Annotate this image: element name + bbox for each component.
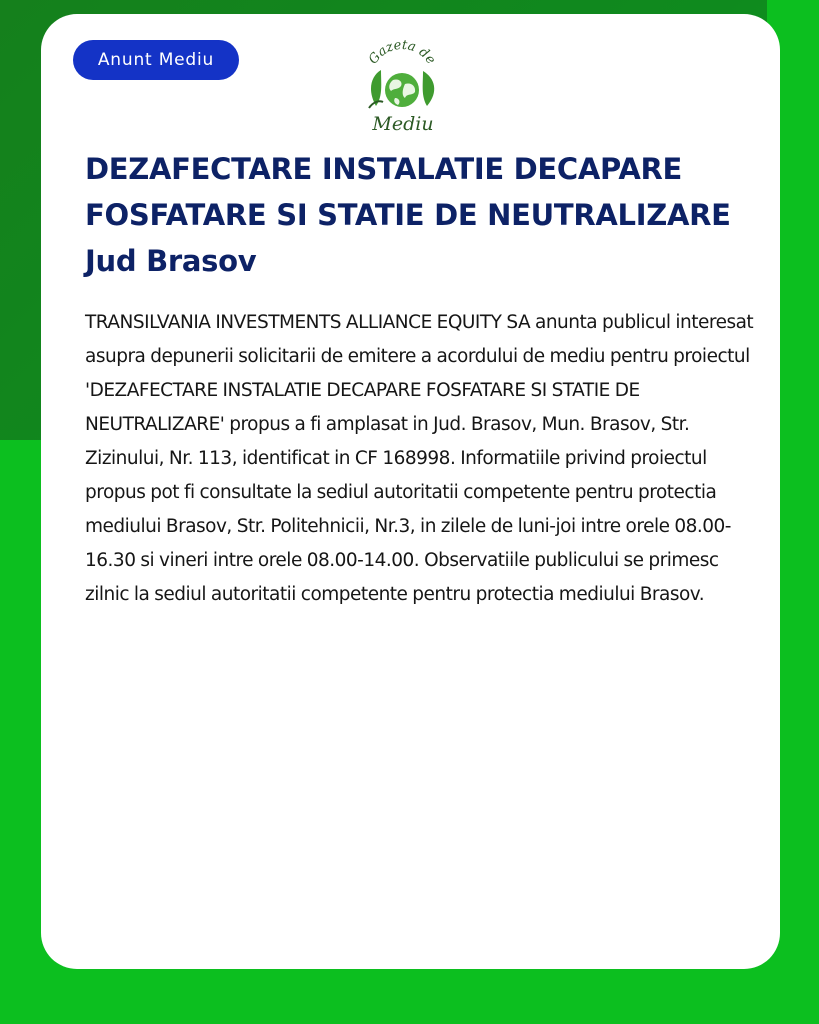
announcement-card xyxy=(41,14,780,969)
globe-icon xyxy=(385,73,419,107)
logo-top-textpath: Gazeta de xyxy=(365,38,439,68)
logo-bottom-text: Mediu xyxy=(372,113,434,134)
category-badge-label: Anunt Mediu xyxy=(97,50,215,70)
article-body: TRANSILVANIA INVESTMENTS ALLIANCE EQUITY SA anunta publicul interesat asupra depunerii solicitarii de emitere a acordului de mediu pentru proiectul 'DEZAFECTARE INSTALATIE DECAPARE FOSFATARE SI STATIE DE NEUTRALIZARE' propus a fi amplasat in Jud. Brasov, Mun. Brasov, Str. Zizinului, Nr. 113, identificat in CF 168998. Informatiile privind proiectul propus pot fi consultate la sediul autoritatii competente pentru protectia mediului Brasov, Str. Politehnicii, Nr.3, in zilele de luni-joi intre orele 08.00-16.30 si vineri intre orele 08.00-14.00. Observatiile publicului se primesc zilnic la sediul autoritatii competente pentru protectia mediului Brasov. xyxy=(85,312,754,605)
article-title: DEZAFECTARE INSTALATIE DECAPARE FOSFATARE SI STATIE DE NEUTRALIZARE Jud Brasov xyxy=(85,152,731,278)
logo-top-text xyxy=(366,38,438,67)
category-badge xyxy=(73,40,239,80)
right-leaf-icon xyxy=(423,71,435,106)
gazeta-de-mediu-logo xyxy=(357,38,447,134)
